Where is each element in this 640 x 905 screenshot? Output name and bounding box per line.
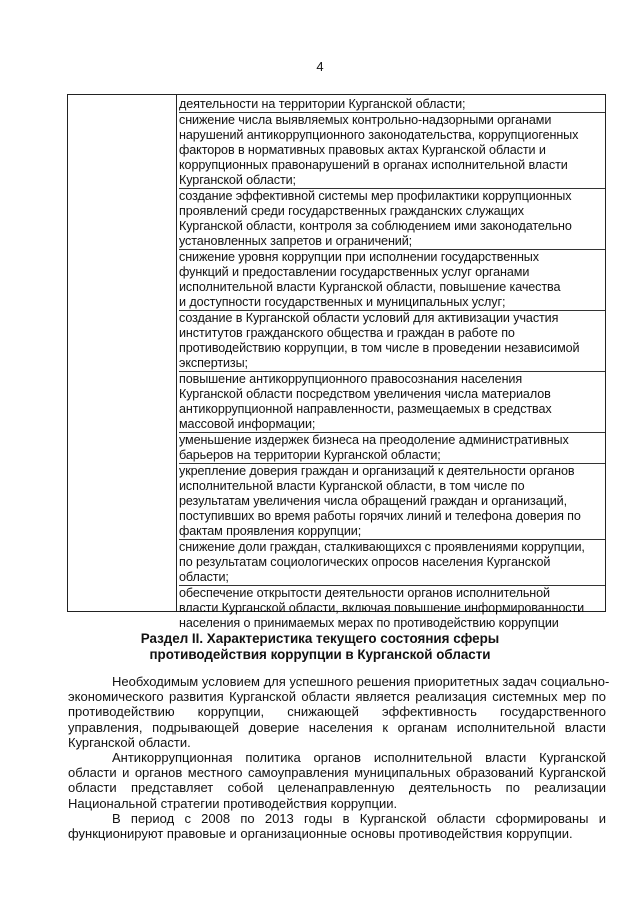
word: власти xyxy=(564,719,606,735)
goal-entry xyxy=(179,113,605,189)
goal-line: факторов в нормативных правовых актах Курганской области и xyxy=(179,143,546,157)
word: подрывающей xyxy=(152,719,240,735)
goal-line: установленных запретов и ограничений; xyxy=(179,234,413,248)
word: В xyxy=(112,810,121,826)
word: органов xyxy=(313,749,361,765)
word: самоуправления xyxy=(247,765,349,781)
word: области xyxy=(68,780,117,796)
goal-line: массовой информации; xyxy=(179,417,316,431)
goal-line: уменьшение издержек бизнеса на преодоление административных xyxy=(179,433,569,447)
goal-line: населения о принимаемых мерах по противодействию коррупции xyxy=(179,616,559,630)
goal-line: по результатам социологических опросов населения Курганской xyxy=(179,555,551,569)
goal-entry xyxy=(179,586,605,631)
word: противодействию xyxy=(68,704,175,720)
word: реализации xyxy=(534,780,606,796)
word: власти xyxy=(485,749,527,765)
table-column-divider xyxy=(176,95,177,611)
paragraph-line xyxy=(68,780,606,795)
word: области xyxy=(68,765,117,781)
goals-table xyxy=(67,94,606,630)
goal-line: фактам проявления коррупции; xyxy=(179,524,362,538)
word: населения xyxy=(308,719,373,735)
word: с xyxy=(184,810,191,826)
goal-line: создание в Курганской области условий для активизации участия xyxy=(179,311,559,325)
goal-line: противодействию коррупции, в том числе в проведении независимой xyxy=(179,341,580,355)
paragraph-line xyxy=(68,704,606,719)
word: и xyxy=(122,765,130,781)
section-title-line-1: Раздел II. Характеристика текущего состояния сферы xyxy=(140,631,500,646)
goal-line: области; xyxy=(179,570,229,584)
word: органов xyxy=(134,765,183,781)
word: является xyxy=(355,689,410,705)
word: в xyxy=(342,810,350,826)
goal-line: Курганской области; xyxy=(179,173,296,187)
goal-line: создание эффективной системы мер профилактики коррупционных xyxy=(179,189,572,203)
word: 2013 xyxy=(264,810,294,826)
goal-entry xyxy=(179,433,605,464)
word: Курганской xyxy=(539,765,606,781)
word: представляет xyxy=(130,780,214,796)
word: доверие xyxy=(248,719,300,735)
word: 2008 xyxy=(201,810,231,826)
word: коррупции, xyxy=(197,704,265,720)
word: Курганской xyxy=(539,749,606,765)
word: по xyxy=(240,810,255,826)
goal-line: поступивших во время работы горячих линий и телефона доверия по xyxy=(179,509,581,523)
paragraph-line xyxy=(68,765,606,780)
goal-line: проявлений среди государственных гражданских служащих xyxy=(179,204,524,218)
paragraph-line: функционируют правовые и организационные основы противодействия коррупции. xyxy=(68,825,573,841)
word: органам xyxy=(397,719,448,735)
word: и xyxy=(598,810,606,826)
word: эффективность xyxy=(382,704,477,720)
goal-line: функций и предоставлении государственных услуг органами xyxy=(179,265,530,279)
goal-entry xyxy=(179,540,605,586)
goal-line: коррупционных правонарушений в органах исполнительной власти xyxy=(179,158,568,172)
word: местного xyxy=(187,765,243,781)
word: области xyxy=(301,689,351,705)
goal-entry xyxy=(179,189,605,250)
goal-line: укрепление доверия граждан и организаций к деятельности органов xyxy=(179,464,575,478)
goal-entry xyxy=(179,372,605,433)
paragraph-line xyxy=(68,811,606,826)
word: целенаправленную xyxy=(277,780,395,796)
goal-line: и доступности государственных и муниципальных услуг; xyxy=(179,295,506,309)
word: период xyxy=(130,810,175,826)
goal-line: власти Курганской области, включая повышение информированности xyxy=(179,601,585,615)
goal-line: снижение доли граждан, сталкивающихся с проявлениями коррупции, xyxy=(179,540,585,554)
word: к xyxy=(382,719,389,735)
goals-list xyxy=(179,97,605,631)
goal-line: экспертизы; xyxy=(179,356,248,370)
paragraph xyxy=(68,750,606,811)
word: экономического xyxy=(68,689,164,705)
word: исполнительной xyxy=(373,749,473,765)
word: снижающей xyxy=(287,704,359,720)
goal-line: нарушений антикоррупционного законодательства, коррупциогенных xyxy=(179,128,579,142)
word: деятельность xyxy=(408,780,492,796)
paragraph-line xyxy=(68,689,606,704)
goal-line: Курганской области, контроля за соблюдением ими законодательно xyxy=(179,219,572,233)
goal-entry xyxy=(179,97,605,113)
paragraph-line xyxy=(68,750,606,765)
section-title xyxy=(0,631,640,663)
goal-line: обеспечение открытости деятельности органов исполнительной xyxy=(179,586,550,600)
word: собой xyxy=(227,780,264,796)
paragraph-line: Национальной стратегии противодействия коррупции. xyxy=(68,795,398,811)
word: исполнительной xyxy=(456,719,556,735)
goal-entry xyxy=(179,311,605,372)
paragraph-line xyxy=(68,720,606,735)
section-title-line-2: противодействия коррупции в Курганской области xyxy=(149,647,491,662)
word: мер xyxy=(562,689,587,705)
paragraph xyxy=(68,674,610,750)
goal-entry xyxy=(179,464,605,540)
paragraph-line: Необходимым условием для успешного решения приоритетных задач социально- xyxy=(112,674,610,689)
word: Курганской xyxy=(359,810,427,826)
word: образований xyxy=(455,765,534,781)
paragraph xyxy=(68,811,606,841)
goal-line: Курганской области посредством увеличения числа материалов xyxy=(179,387,551,401)
goal-line: снижение числа выявляемых контрольно-надзорными органами xyxy=(179,113,552,127)
goal-line: барьеров на территории Курганской области; xyxy=(179,448,441,462)
goal-line: результатам увеличения числа обращений граждан и организаций, xyxy=(179,494,568,508)
goal-line: снижение уровня коррупции при исполнении государственных xyxy=(179,250,539,264)
word: реализация xyxy=(415,689,487,705)
paragraph-line: Курганской области. xyxy=(68,734,191,750)
word: политика xyxy=(245,749,301,765)
goal-entry xyxy=(179,250,605,311)
word: государственного xyxy=(499,704,606,720)
page-number: 4 xyxy=(316,59,324,74)
body-text xyxy=(68,674,610,841)
word: управления, xyxy=(68,719,143,735)
word: развития xyxy=(168,689,224,705)
goal-line: исполнительной власти Курганской области, в том числе по xyxy=(179,479,525,493)
word: системных xyxy=(492,689,558,705)
word: муниципальных xyxy=(354,765,451,781)
word: Курганской xyxy=(229,689,296,705)
word: по xyxy=(591,689,606,705)
word: Антикоррупционная xyxy=(112,749,233,765)
word: годы xyxy=(304,810,333,826)
goal-line: деятельности на территории Курганской области; xyxy=(179,97,466,111)
goal-line: институтов гражданского общества и граждан в работе по xyxy=(179,326,515,340)
goal-line: исполнительной власти Курганской области, повышение качества xyxy=(179,280,561,294)
goal-line: антикоррупционной направленности, размещаемых в средствах xyxy=(179,402,552,416)
word: сформированы xyxy=(495,810,589,826)
goal-line: повышение антикоррупционного правосознания населения xyxy=(179,372,523,386)
word: по xyxy=(505,780,520,796)
word: области xyxy=(436,810,486,826)
